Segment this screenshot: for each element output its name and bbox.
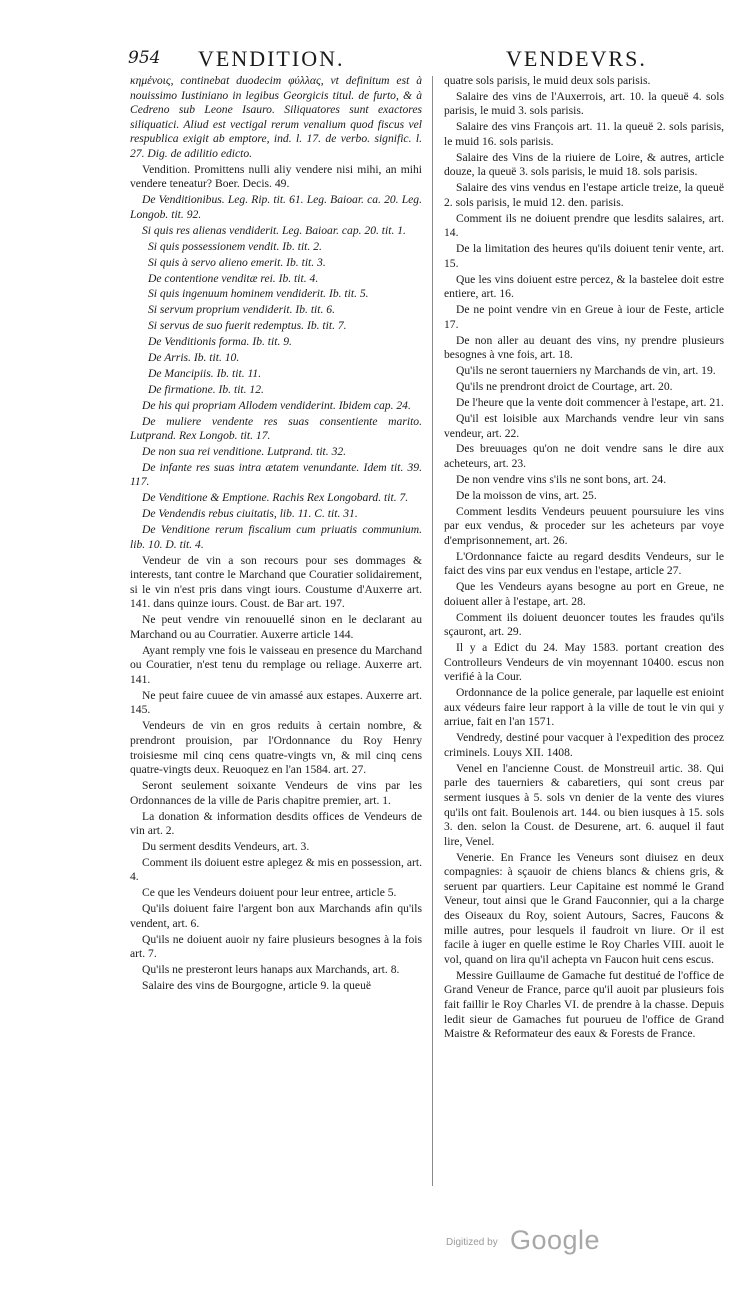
entry-paragraph: Salaire des vins de l'Auxerrois, art. 10. la queuë 4. sols parisis, le muid 3. sols parisis.	[444, 89, 724, 118]
entry-paragraph: Messire Guillaume de Gamache fut destitué de l'office de Grand Veneur de France, parce qu'il auoit par plusieurs fois fait faillir le Roy Charles VI. de prendre à la chasse. Depuis ledit sieur de Gamaches fut pourueu de l'office de Grand Maistre & Reformateur des eaux & Forests de France.	[444, 968, 724, 1041]
entry-paragraph: Comment lesdits Vendeurs peuuent poursuiure les vins par eux vendus, & proceder sur les acheteurs par voye d'emprisonnement, art. 26.	[444, 504, 724, 547]
entry-paragraph: De la limitation des heures qu'ils doiuent tenir vente, art. 15.	[444, 242, 724, 270]
entry-paragraph: L'Ordonnance faicte au regard desdits Vendeurs, sur le faict des vins par eux vendus en l'estape, article 27.	[444, 549, 724, 578]
entry-paragraph: La donation & information desdits offices de Vendeurs de vin art. 2.	[130, 809, 422, 838]
digitized-by-text: Digitized by	[446, 1237, 498, 1248]
entry-paragraph: Vendeur de vin a son recours pour ses dommages & interests, tant contre le Marchand que Couratier solidairement, si le vin n'est pris dans vingt iours. Coustume d'Auxerre art. 141. dans quinze iours. Coust. de Bar art. 197.	[130, 553, 422, 611]
entry-paragraph: Que les Vendeurs ayans besogne au port en Greue, ne doiuent aller à l'estape, art. 28.	[444, 580, 724, 608]
entry-paragraph: Si quis ingenuum hominem vendiderit. Ib. tit. 5.	[148, 287, 369, 301]
entry-paragraph: Qu'ils ne seront tauerniers ny Marchands de vin, art. 19.	[456, 364, 716, 378]
digitized-footer	[446, 1225, 636, 1255]
entry-paragraph: Qu'ils doiuent faire l'argent bon aux Marchands afin qu'ils vendent, art. 6.	[130, 902, 422, 930]
entry-paragraph: Comment ils ne doiuent prendre que lesdits salaires, art. 14.	[444, 211, 724, 240]
entry-paragraph: De his qui propriam Allodem vendiderint. Ibidem cap. 24.	[142, 398, 411, 412]
entry-paragraph: De Vendendis rebus ciuitatis, lib. 11. C. tit. 31.	[142, 507, 358, 521]
entry-paragraph: Salaire des vins vendus en l'estape article treize, la queuë 2. sols parisis, le muid 12. den. parisis.	[444, 181, 724, 209]
entry-paragraph: Venerie. En France les Veneurs sont diuisez en deux compagnies: à sçauoir de chiens blancs & chiens gris, & seruent par quartiers. Leur Capitaine est nommé le Grand Veneur, tout ainsi que le Grand Fauconnier, qui a la charge des Oiseaux du Roy, soient Autours, Sacres, Faucons & mille autres, pour lesquels il faudroit vn liure. Or il est facile à iuger en quelle estime le Roy Charles VIII. auoit le vol, quand on lira qu'il achepta vn Faucon huit cens escus.	[444, 850, 724, 966]
column-divider	[432, 76, 433, 1186]
entry-paragraph: Si quis possessionem vendit. Ib. tit. 2.	[148, 239, 322, 253]
entry-paragraph: Ordonnance de la police generale, par laquelle est enioint aux védeurs faire leur rapport à la ville de tout le vin qui y arriue, fait en l'an 1571.	[444, 686, 724, 729]
entry-paragraph: De infante res suas intra ætatem venundante. Idem tit. 39. 117.	[130, 460, 422, 489]
entry-paragraph: De Arris. Ib. tit. 10.	[148, 350, 240, 364]
running-head-right: VENDEVRS.	[506, 46, 647, 71]
google-logo: Google	[510, 1225, 601, 1255]
entry-paragraph: Si servus de suo fuerit redemptus. Ib. tit. 7.	[148, 319, 347, 333]
entry-paragraph: De la moisson de vins, art. 25.	[456, 488, 597, 502]
entry-paragraph: Qu'il est loisible aux Marchands vendre leur vin sans vendeur, art. 22.	[444, 411, 724, 440]
entry-paragraph: Qu'ils ne prendront droict de Courtage, art. 20.	[456, 380, 673, 394]
entry-paragraph: Ne peut vendre vin renouuellé sinon en le declarant au Marchand ou au Courratier. Auxerre article 144.	[130, 613, 422, 641]
entry-paragraph: De Venditionis forma. Ib. tit. 9.	[148, 335, 292, 349]
page-number: 954	[128, 48, 161, 68]
entry-paragraph: De Venditione rerum fiscalium cum priuatis communium. lib. 10. D. tit. 4.	[130, 523, 422, 551]
entry-paragraph: Que les vins doiuent estre percez, & la bastelee doit estre entiere, art. 16.	[444, 272, 724, 301]
entry-paragraph: Si quis res alienas vendiderit. Leg. Baioar. cap. 20. tit. 1.	[142, 223, 406, 237]
entry-paragraph: De Mancipiis. Ib. tit. 11.	[148, 366, 262, 380]
entry-paragraph: Salaire des Vins de la riuiere de Loire, & autres, article douze, la queuë 3. sols parisis, le muid 18. sols parisis.	[444, 150, 724, 179]
entry-paragraph: De Venditione & Emptione. Rachis Rex Longobard. tit. 7.	[142, 491, 409, 505]
entry-paragraph: κημένοις, continebat duodecim φύλλας, vt definitum est à nouissimo Iustiniano in legibus Georgicis titul. de furto, & à Cedreno sub Leone Isauro. Siliquatores sunt exactores siliquatici. Aliud est vectigal rerum venalium quod fiscus vel respublica exigit ab emptore, ind. l. 17. de verbo. signific. l. 27. Dig. de adilitio edicto.	[130, 74, 422, 160]
entry-paragraph: Ce que les Vendeurs doiuent pour leur entree, article 5.	[142, 886, 397, 900]
right-column	[444, 74, 724, 1043]
entry-paragraph: De ne point vendre vin en Greue à iour de Feste, article 17.	[444, 303, 724, 331]
entry-paragraph: Venel en l'ancienne Coust. de Monstreuil artic. 38. Qui parle des tauerniers & cabaretiers, qui sont creus par serment iusques à 5. sols vn denier de la vente des viures qu'ils ont fait. Boulenois art. 144. ou bien iusques à 15. sols 3. den. selon la Coust. de Desurene, art. 6. auquel il faut lire, Venel.	[444, 761, 724, 848]
entry-paragraph: Si servum proprium vendiderit. Ib. tit. 6.	[148, 303, 335, 317]
entry-paragraph: Comment ils doiuent estre aplegez & mis en possession, art. 4.	[130, 855, 422, 884]
entry-paragraph: Il y a Edict du 24. May 1583. portant creation des Controlleurs Vendeurs de vin moyennant 10400. escus non verifié à la Cour.	[444, 641, 724, 684]
running-head-left: VENDITION.	[198, 46, 345, 71]
entry-paragraph: De muliere vendente res suas consentiente marito. Lutprand. Rex Longob. tit. 17.	[130, 414, 422, 443]
entry-paragraph: Vendition. Promittens nulli aliy vendere nisi mihi, an mihi vendere teneatur? Boer. Decis. 49.	[130, 162, 422, 191]
entry-paragraph: De non aller au deuant des vins, ny prendre plusieurs besognes à vne fois, art. 18.	[444, 333, 724, 362]
entry-paragraph: Salaire des vins François art. 11. la queuë 2. sols parisis, le muid 16. sols parisis.	[444, 120, 724, 148]
entry-paragraph: De non vendre vins s'ils ne sont bons, art. 24.	[456, 472, 667, 486]
entry-paragraph: Vendeurs de vin en gros reduits à certain nombre, & prendront prouision, par l'Ordonnance du Roy Henry troisiesme mil cinq cens quatre-vingts vn, & mil cinq cens quatre-vingts deux. Reuoquez en l'an 1584. art. 27.	[130, 719, 422, 777]
entry-paragraph: Comment ils doiuent deuoncer toutes les fraudes qu'ils sçauront, art. 29.	[444, 610, 724, 639]
entry-paragraph: Des breuuages qu'on ne doit vendre sans le dire aux acheteurs, art. 23.	[444, 442, 724, 470]
entry-paragraph: Qu'ils ne doiuent auoir ny faire plusieurs besognes à la fois art. 7.	[130, 932, 422, 961]
entry-paragraph: De l'heure que la vente doit commencer à l'estape, art. 21.	[456, 396, 724, 410]
entry-paragraph: quatre sols parisis, le muid deux sols parisis.	[444, 74, 651, 87]
left-column	[130, 74, 422, 995]
entry-paragraph: Du serment desdits Vendeurs, art. 3.	[142, 840, 310, 853]
entry-paragraph: De contentione venditæ rei. Ib. tit. 4.	[148, 271, 319, 285]
entry-paragraph: De non sua rei venditione. Lutprand. tit. 32.	[142, 445, 347, 458]
entry-paragraph: Qu'ils ne presteront leurs hanaps aux Marchands, art. 8.	[142, 963, 400, 977]
page-header	[128, 46, 728, 72]
entry-paragraph: Salaire des vins de Bourgogne, article 9. la queuë	[142, 979, 372, 993]
entry-paragraph: De Venditionibus. Leg. Rip. tit. 61. Leg. Baioar. ca. 20. Leg. Longob. tit. 92.	[130, 193, 422, 221]
entry-paragraph: Si quis à servo alieno emerit. Ib. tit. 3.	[148, 255, 326, 269]
entry-paragraph: De firmatione. Ib. tit. 12.	[148, 382, 264, 396]
entry-paragraph: Seront seulement soixante Vendeurs de vins par les Ordonnances de la ville de Paris chapitre premier, art. 1.	[130, 779, 422, 807]
entry-paragraph: Ne peut faire cuuee de vin amassé aux estapes. Auxerre art. 145.	[130, 688, 422, 717]
entry-paragraph: Ayant remply vne fois le vaisseau en presence du Marchand ou Couratier, n'est tenu du remplage ou reliage. Auxerre art. 141.	[130, 643, 422, 686]
entry-paragraph: Vendredy, destiné pour vacquer à l'expedition des procez criminels. Louys XII. 1408.	[444, 731, 724, 759]
